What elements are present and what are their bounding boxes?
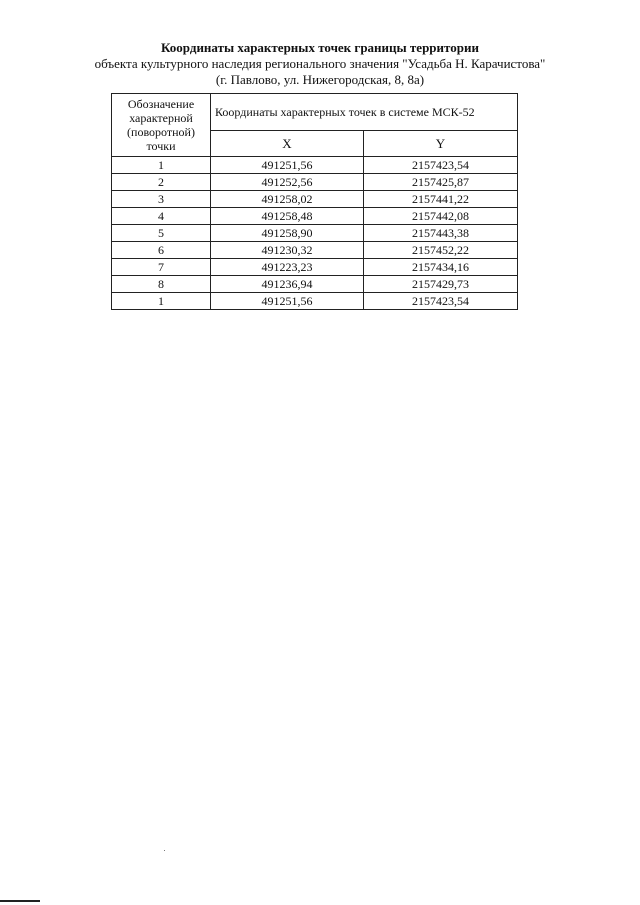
header-y: Y bbox=[364, 131, 518, 157]
table-row bbox=[112, 293, 518, 310]
cell-point: 1 bbox=[112, 157, 211, 174]
cell-point: 5 bbox=[112, 225, 211, 242]
cell-y: 2157443,38 bbox=[364, 225, 518, 242]
cell-x: 491258,90 bbox=[211, 225, 364, 242]
cell-y: 2157429,73 bbox=[364, 276, 518, 293]
cell-point: 1 bbox=[112, 293, 211, 310]
title-line-2: объекта культурного наследия регионального значения "Усадьба Н. Карачистова" bbox=[94, 56, 546, 71]
cell-y: 2157452,22 bbox=[364, 242, 518, 259]
cell-point: 4 bbox=[112, 208, 211, 225]
cell-point: 7 bbox=[112, 259, 211, 276]
cell-x: 491236,94 bbox=[211, 276, 364, 293]
cell-y: 2157442,08 bbox=[364, 208, 518, 225]
cell-point: 8 bbox=[112, 276, 211, 293]
cell-y: 2157423,54 bbox=[364, 157, 518, 174]
scan-edge-mark bbox=[0, 900, 40, 902]
cell-y: 2157434,16 bbox=[364, 259, 518, 276]
cell-x: 491258,02 bbox=[211, 191, 364, 208]
cell-y: 2157441,22 bbox=[364, 191, 518, 208]
cell-x: 491258,48 bbox=[211, 208, 364, 225]
table-row bbox=[112, 225, 518, 242]
cell-x: 491251,56 bbox=[211, 293, 364, 310]
cell-y: 2157423,54 bbox=[364, 293, 518, 310]
cell-point: 3 bbox=[112, 191, 211, 208]
table-row bbox=[112, 276, 518, 293]
cell-y: 2157425,87 bbox=[364, 174, 518, 191]
table-row bbox=[112, 208, 518, 225]
cell-point: 6 bbox=[112, 242, 211, 259]
header-coordinate-system: Координаты характерных точек в системе МСК-52 bbox=[211, 94, 518, 131]
header-x: X bbox=[211, 131, 364, 157]
table-row bbox=[112, 259, 518, 276]
document-title bbox=[0, 40, 640, 88]
cell-x: 491252,56 bbox=[211, 174, 364, 191]
cell-x: 491230,32 bbox=[211, 242, 364, 259]
cell-point: 2 bbox=[112, 174, 211, 191]
header-point-designation: Обозначение характерной (поворотной) точки bbox=[112, 94, 211, 157]
table-row bbox=[112, 174, 518, 191]
title-line-3: (г. Павлово, ул. Нижегородская, 8, 8а) bbox=[215, 72, 425, 87]
table-row bbox=[112, 157, 518, 174]
table-row bbox=[112, 191, 518, 208]
coordinates-table bbox=[111, 93, 518, 310]
cell-x: 491251,56 bbox=[211, 157, 364, 174]
table-row bbox=[112, 242, 518, 259]
scan-speck bbox=[164, 850, 165, 851]
cell-x: 491223,23 bbox=[211, 259, 364, 276]
title-line-1: Координаты характерных точек границы территории bbox=[161, 40, 479, 55]
